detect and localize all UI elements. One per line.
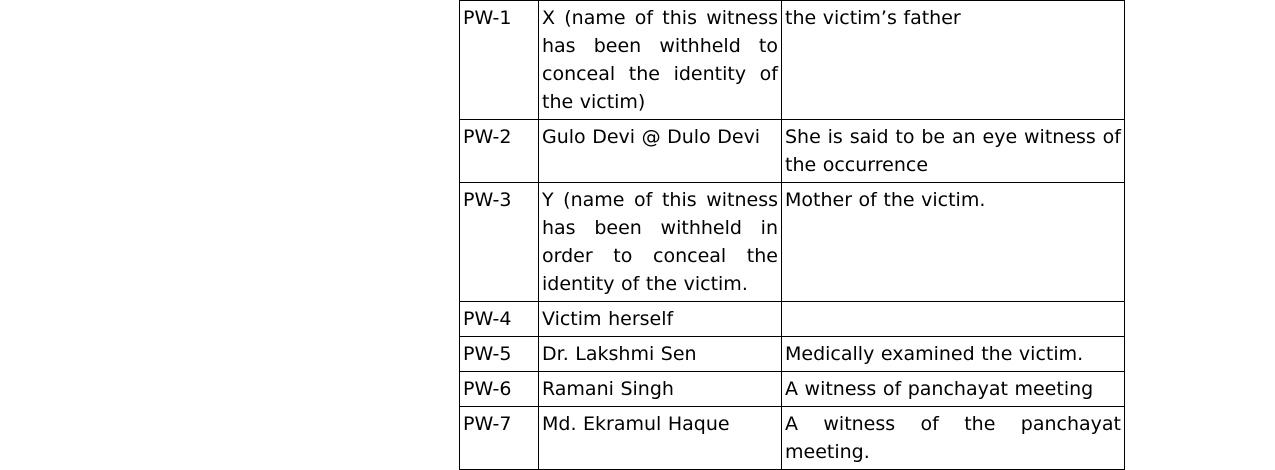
witness-role-cell: A witness of the panchayat meeting. xyxy=(782,407,1125,470)
witness-id-cell: PW-6 xyxy=(460,372,539,407)
witness-role-cell: A witness of panchayat meeting xyxy=(782,372,1125,407)
witness-id-cell: PW-4 xyxy=(460,302,539,337)
witness-role-cell: Medically examined the victim. xyxy=(782,337,1125,372)
witness-table xyxy=(459,0,1125,470)
witness-name-cell: Y (name of this witness has been withheld in order to conceal the identity of the victim. xyxy=(539,183,782,302)
witness-id-cell: PW-7 xyxy=(460,407,539,470)
table-row xyxy=(460,183,1125,302)
witness-role-cell: the victim’s father xyxy=(782,1,1125,120)
witness-table-body xyxy=(460,1,1125,470)
witness-name-cell: X (name of this witness has been withheld to conceal the identity of the victim) xyxy=(539,1,782,120)
witness-name-cell: Dr. Lakshmi Sen xyxy=(539,337,782,372)
table-row xyxy=(460,372,1125,407)
table-row xyxy=(460,1,1125,120)
witness-role-cell: Mother of the victim. xyxy=(782,183,1125,302)
witness-role-cell xyxy=(782,302,1125,337)
witness-name-cell: Md. Ekramul Haque xyxy=(539,407,782,470)
table-row xyxy=(460,407,1125,470)
witness-id-cell: PW-5 xyxy=(460,337,539,372)
witness-id-cell: PW-1 xyxy=(460,1,539,120)
table-row xyxy=(460,120,1125,183)
witness-id-cell: PW-3 xyxy=(460,183,539,302)
witness-name-cell: Ramani Singh xyxy=(539,372,782,407)
table-row xyxy=(460,337,1125,372)
table-row xyxy=(460,302,1125,337)
witness-name-cell: Victim herself xyxy=(539,302,782,337)
witness-name-cell: Gulo Devi @ Dulo Devi xyxy=(539,120,782,183)
witness-role-cell: She is said to be an eye witness of the occurrence xyxy=(782,120,1125,183)
witness-id-cell: PW-2 xyxy=(460,120,539,183)
